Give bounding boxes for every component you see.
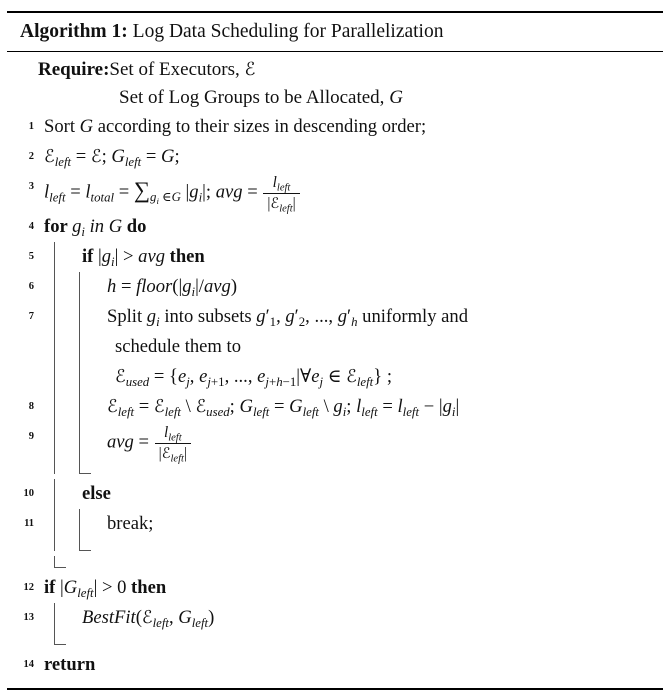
- algo-line: [7, 509, 663, 539]
- algo-line: [7, 112, 663, 142]
- fraction: $\frac{l_{left}}{|ℰ_{left}|}$: [155, 424, 191, 462]
- line-number: 14: [23, 659, 34, 671]
- require-line-1-text: Set of Executors, ℰ: [109, 59, 256, 80]
- block-indent-bar: [54, 332, 79, 362]
- block-end-row: [7, 633, 663, 645]
- fraction: $\frac{l_{left}}{|ℰ_{left}|}$: [263, 174, 299, 212]
- block-end-hook: [79, 539, 91, 551]
- algo-line: [7, 392, 663, 422]
- block-indent-bar: [54, 603, 79, 633]
- line-number: 11: [24, 518, 34, 530]
- line-number: 10: [23, 488, 34, 500]
- line-number: [7, 362, 41, 392]
- block-indent-bar: [54, 242, 79, 272]
- block-indent-bar: [54, 539, 79, 551]
- block-end-row: [7, 539, 663, 551]
- block-end-row: [7, 462, 663, 474]
- algo-line: [7, 422, 663, 465]
- line-content: ℰ$_{left}$ = ℰ$_{left}$ \ ℰ$_{used}$; $G_{left} = G_{left}$ \ $g_i$; $l_{left} = l_{left} - |g_i|$: [107, 396, 460, 420]
- block-indent-bar: [54, 362, 79, 392]
- algo-line: [7, 573, 663, 603]
- line-content: ℰ$_{used}$ = {$e_j$, $e_{j+1}$, ..., $e_{j+h-1}|\forall e_j$ ∈ ℰ$_{left}$} ;: [115, 366, 392, 390]
- block-indent-bar: [79, 332, 104, 362]
- block-indent-bar: [79, 272, 104, 302]
- line-content: $l_{left} = l_{total} = \sum_{g_i \in G}$ $|g_i|$; avg = $\frac{l_{left}}{|ℰ_{left}|}$: [44, 172, 301, 212]
- line-number: [7, 539, 41, 551]
- line-content: ℰ$_{left}$ = ℰ; $G_{left} = G$;: [44, 146, 180, 170]
- require-line-1: [38, 59, 663, 81]
- line-content: break;: [107, 513, 154, 535]
- line-content: if $|g_i|$ > avg then: [82, 246, 205, 270]
- algo-line: [7, 332, 663, 362]
- algo-line: [7, 272, 663, 302]
- block-indent-bar: [54, 302, 79, 332]
- line-content: if $|G_{left}| > 0$ then: [44, 577, 167, 601]
- require-label: Require:: [38, 59, 110, 80]
- block-indent-bar: [79, 302, 104, 332]
- line-number: 9: [28, 431, 34, 443]
- line-content: else: [82, 483, 111, 505]
- line-content: avg = $\frac{l_{left}}{|ℰ_{left}|}$: [107, 422, 192, 462]
- line-content: for $g_i$ in G do: [44, 216, 147, 240]
- block-end-row: [7, 556, 663, 568]
- block-indent-bar: [54, 462, 79, 474]
- algo-line: [7, 302, 663, 332]
- line-number: 8: [28, 401, 34, 413]
- block-indent-bar: [79, 362, 104, 392]
- algo-line: [7, 212, 663, 242]
- block-end-hook: [54, 633, 66, 645]
- block-end-hook: [54, 556, 66, 568]
- line-number: 1: [28, 121, 34, 132]
- line-content: Sort G according to their sizes in descending order;: [44, 116, 427, 137]
- line-number: 7: [28, 311, 34, 323]
- algo-line: [7, 603, 663, 633]
- line-number: 6: [28, 281, 34, 293]
- algo-line: [7, 362, 663, 392]
- line-content: schedule them to: [115, 336, 241, 358]
- require-line-2-text: Set of Log Groups to be Allocated, G: [119, 87, 403, 108]
- algorithm-caption: [7, 11, 663, 52]
- line-number: [7, 332, 41, 362]
- block-indent-bar: [54, 422, 79, 462]
- line-number: 3: [28, 181, 34, 192]
- algo-line: [7, 242, 663, 272]
- line-number: [7, 633, 41, 645]
- algo-line: [7, 650, 663, 680]
- line-content: BestFit(ℰ$_{left}$, $G_{left}$): [82, 607, 215, 631]
- block-indent-bar: [79, 422, 104, 462]
- algorithm-caption-title: Log Data Scheduling for Parallelization: [127, 21, 444, 42]
- line-number: 4: [28, 221, 34, 233]
- algo-line: [7, 479, 663, 509]
- line-number: 13: [23, 612, 34, 624]
- algo-line: [7, 172, 663, 212]
- algorithm-caption-label: Algorithm 1:: [20, 21, 128, 42]
- block-indent-bar: [54, 509, 79, 539]
- block-indent-bar: [79, 392, 104, 422]
- algorithm-box: [7, 11, 663, 690]
- algorithm-body: [7, 112, 663, 680]
- block-indent-bar: [54, 272, 79, 302]
- line-number: 12: [23, 582, 34, 594]
- line-number: 5: [28, 251, 34, 263]
- line-number: [7, 462, 41, 474]
- block-indent-bar: [54, 392, 79, 422]
- block-indent-bar: [54, 479, 79, 509]
- algo-line: [7, 142, 663, 172]
- block-end-hook: [79, 462, 91, 474]
- line-content: return: [44, 654, 96, 676]
- line-number: 2: [28, 151, 34, 162]
- line-content: $h = floor(|g_i|/avg)$: [107, 276, 238, 300]
- require-block: [7, 59, 663, 109]
- line-content: Split $g_i$ into subsets $g'_1$, $g'_2$, ..., $g'_h$ uniformly and: [107, 306, 469, 330]
- line-number: [7, 556, 41, 568]
- block-indent-bar: [79, 509, 104, 539]
